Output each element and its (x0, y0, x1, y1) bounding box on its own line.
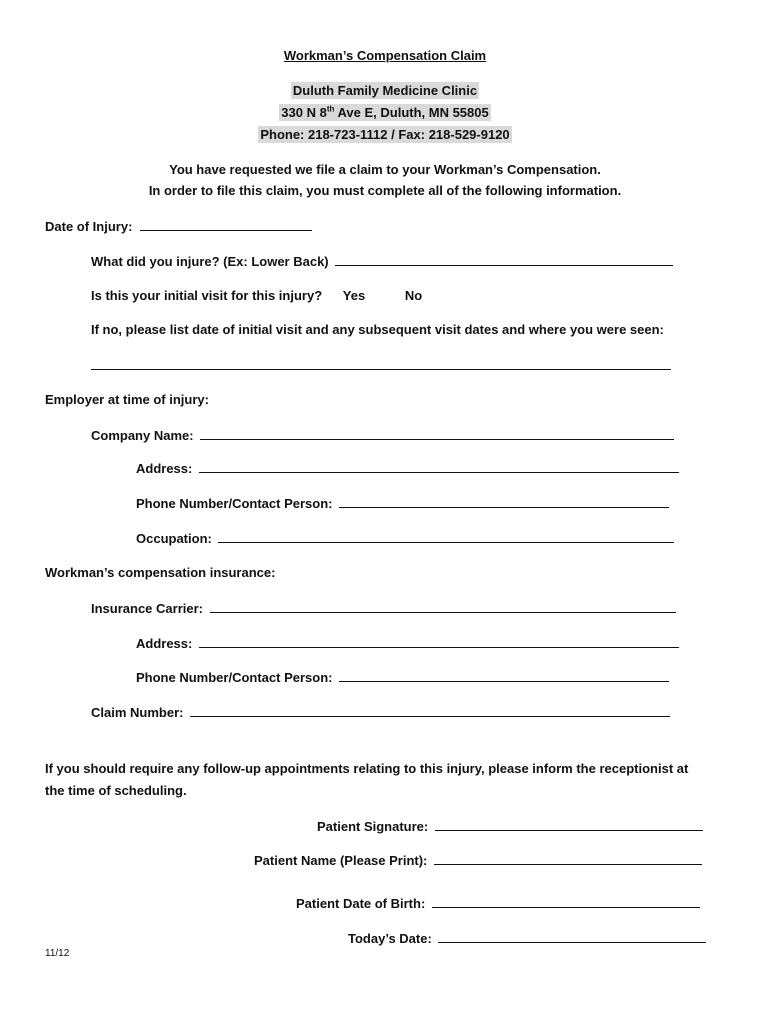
initial-visit-yes-option[interactable]: Yes (342, 288, 366, 303)
clinic-name (0, 83, 770, 99)
form-title: Workman’s Compensation Claim (283, 48, 487, 63)
todays-date-row (348, 930, 706, 947)
clinic-name-text: Duluth Family Medicine Clinic (292, 83, 478, 98)
intro-line-1: You have requested we file a claim to your Workman’s Compensation. (169, 162, 601, 177)
insurance-carrier-field[interactable] (210, 600, 676, 613)
address-sup: th (326, 104, 335, 114)
claim-number-label: Claim Number: (91, 705, 184, 720)
clinic-phone-fax-text: Phone: 218-723-1112 / Fax: 218-529-9120 (260, 127, 510, 142)
insurance-phone-row (136, 669, 669, 686)
patient-signature-label: Patient Signature: (317, 819, 429, 834)
initial-visit-no-option[interactable]: No (404, 288, 423, 303)
patient-name-field[interactable] (434, 852, 702, 865)
date-of-injury-label: Date of Injury: (45, 219, 133, 234)
insurance-carrier-label: Insurance Carrier: (91, 601, 203, 616)
insurance-phone-field[interactable] (339, 669, 669, 682)
todays-date-field[interactable] (438, 930, 706, 943)
employer-phone-field[interactable] (339, 495, 669, 508)
clinic-phone-fax (0, 127, 770, 143)
employer-phone-label: Phone Number/Contact Person: (136, 496, 333, 511)
initial-visit-row (91, 288, 422, 304)
patient-name-label: Patient Name (Please Print): (254, 853, 428, 868)
patient-dob-field[interactable] (432, 895, 700, 908)
patient-dob-row (296, 895, 700, 912)
intro-line-2: In order to file this claim, you must complete all of the following information. (148, 183, 622, 198)
patient-signature-row (317, 818, 703, 835)
claim-number-row (91, 704, 670, 721)
company-name-field[interactable] (200, 427, 674, 440)
insurance-address-label: Address: (136, 636, 193, 651)
prior-visits-row (91, 357, 671, 374)
initial-visit-label: Is this your initial visit for this injury? (91, 288, 323, 303)
if-no-label: If no, please list date of initial visit and any subsequent visit dates and where you were seen: (91, 322, 664, 337)
clinic-address-text (279, 104, 490, 121)
occupation-field[interactable] (218, 530, 674, 543)
address-part2: Ave E, Duluth, MN 55805 (334, 105, 489, 120)
employer-phone-row (136, 495, 669, 512)
insurance-section-label: Workman’s compensation insurance: (45, 565, 276, 580)
patient-dob-label: Patient Date of Birth: (296, 896, 426, 911)
what-injured-label: What did you injure? (Ex: Lower Back) (91, 254, 329, 269)
patient-name-row (254, 852, 702, 869)
claim-number-field[interactable] (190, 704, 670, 717)
what-injured-field[interactable] (335, 253, 673, 266)
occupation-row (136, 530, 674, 547)
insurance-carrier-row (91, 600, 676, 617)
followup-line-1: If you should require any follow-up appointments relating to this injury, please inform the receptionist at (45, 761, 689, 776)
prior-visits-field[interactable] (91, 357, 671, 370)
todays-date-label: Today’s Date: (348, 931, 432, 946)
employer-address-row (136, 460, 679, 477)
employer-address-label: Address: (136, 461, 193, 476)
company-name-row (91, 427, 674, 444)
employer-section-label: Employer at time of injury: (45, 392, 209, 407)
revision-code: 11/12 (45, 948, 70, 959)
address-part1: 330 N 8 (281, 105, 327, 120)
insurance-address-field[interactable] (199, 635, 679, 648)
employer-address-field[interactable] (199, 460, 679, 473)
clinic-address (0, 105, 770, 121)
patient-signature-field[interactable] (435, 818, 703, 831)
occupation-label: Occupation: (136, 531, 212, 546)
date-of-injury-row (45, 218, 312, 235)
insurance-address-row (136, 635, 679, 652)
insurance-phone-label: Phone Number/Contact Person: (136, 670, 333, 685)
what-injured-row (91, 253, 673, 270)
date-of-injury-field[interactable] (140, 218, 312, 231)
company-name-label: Company Name: (91, 428, 194, 443)
followup-line-2: the time of scheduling. (45, 783, 187, 798)
